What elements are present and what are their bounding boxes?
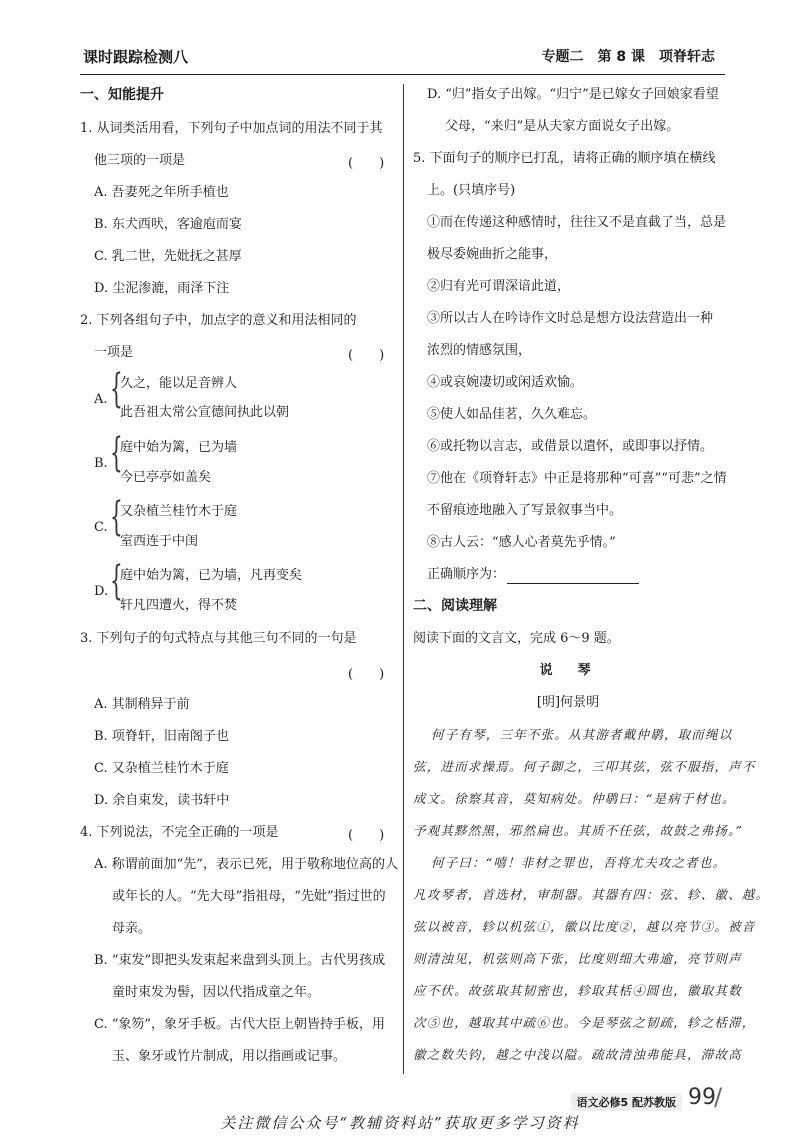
q5-sentence-3a: ③所以古人在吟诗作文时总是想方设法营造出一种 [427, 311, 714, 326]
q1-option-d: D. 尘泥渗漉，雨泽下注 [94, 281, 230, 296]
page-number: 99 [688, 1085, 716, 1110]
q2-stem-line1: 2. 下列各组句子中，加点字的意义和用法相同的 [80, 313, 357, 328]
brace-icon: { [110, 494, 123, 540]
q2-option-a-label: A. [94, 392, 108, 407]
q4-option-a-line1: A. 称谓前面加“先”，表示已死，用于敬称地位高的人 [94, 857, 398, 872]
q5-stem-line2: 上。(只填序号) [427, 183, 516, 198]
q5-stem-line1: 5. 下面句子的顺序已打乱，请将正确的顺序填在横线 [413, 151, 716, 166]
footer-watermark: 关注微信公众号“教辅资料站”获取更多学习资料 [220, 1114, 580, 1132]
q5-sentence-5: ⑤使人如品佳茗，久久难忘。 [427, 407, 597, 422]
page-number-slash: / [714, 1083, 723, 1111]
q3-option-a: A. 其制稍异于前 [94, 697, 190, 712]
q2-option-c-line2: 室西连于中闺 [120, 534, 199, 549]
passage-line: 次⑤也，越取其中疏⑥也。今是琴弦之韧疏，轸之栝滞， [413, 1015, 756, 1030]
q5-sentence-3b: 浓烈的情感氛围， [427, 343, 532, 358]
q2-option-a-line2: 此吾祖太常公宣德间执此以朝 [120, 405, 290, 420]
q4-option-c-line1: C. “象笏”，象牙手板。古代大臣上朝皆持手板，用 [94, 1017, 386, 1032]
header-left-title: 课时跟踪检测八 [83, 48, 189, 66]
q2-option-d-line2: 轩凡四遭火，得不焚 [120, 598, 238, 613]
q4-option-d-line1: D. “归”指女子出嫁。“归宁”是已嫁女子回娘家看望 [427, 87, 719, 102]
q4-option-b-line2: 童时束发为髻，因以代指成童之年。 [112, 985, 321, 1000]
q2-stem-line2: 一项是 [94, 345, 134, 360]
passage-line: 凡攻琴者，首选材，审制器。其器有四：弦、轸、徽、越。 [413, 887, 770, 902]
q1-stem-line2: 他三项的一项是 [94, 153, 186, 168]
q5-answer-blank[interactable] [507, 569, 639, 584]
passage-line: 弦以被音，轸以机弦①，徽以比度②，越以亮节③。被音 [413, 919, 756, 934]
q2-option-d-label: D. [94, 584, 109, 599]
q2-option-c-label: C. [94, 520, 108, 535]
q2-option-b-label: B. [94, 456, 108, 471]
q4-option-b-line1: B. “束发”即把头发束起来盘到头顶上。古代男孩成 [94, 953, 386, 968]
q4-option-d-line2: 父母，“来归”是从夫家方面说女子出嫁。 [445, 119, 680, 134]
q2-option-d-line1: 庭中始为篱，已为墙，凡再变矣 [120, 568, 303, 583]
q2-option-a-line1: 久之，能以足音辨人 [120, 376, 238, 391]
q5-sentence-7b: 不留痕迹地融入了写景叙事当中。 [427, 503, 623, 518]
footer-book-label: 语文必修5 配苏教版 [571, 1093, 682, 1111]
q4-option-a-line3: 母亲。 [112, 921, 152, 936]
q1-option-b: B. 东犬西吠，客逾庖而宴 [94, 217, 242, 232]
passage-author: [明]何景明 [536, 695, 600, 710]
q1-option-a: A. 吾妻死之年所手植也 [94, 185, 229, 200]
passage-line: 则清浊见，机弦则高下张，比度则细大弗逾，亮节则声 [413, 951, 742, 966]
q5-sentence-1b: 极尽委婉曲折之能事， [427, 247, 558, 262]
q3-option-c: C. 又杂植兰桂竹木于庭 [94, 761, 229, 776]
q5-sentence-8: ⑧古人云：“感人心者莫先乎情。” [427, 535, 616, 550]
q2-option-c-line1: 又杂植兰桂竹木于庭 [120, 504, 238, 519]
q1-option-c: C. 乳二世，先妣抚之甚厚 [94, 249, 242, 264]
section-heading-2: 二、阅读理解 [413, 598, 497, 614]
q2-option-b-line2: 今已亭亭如盖矣 [120, 470, 212, 485]
reading-intro: 阅读下面的文言文，完成 6～9 题。 [413, 631, 620, 646]
passage-line: 徽之数失钧，越之中浅以隘。疏故清浊弗能具，滞故高 [413, 1047, 742, 1062]
brace-icon: { [110, 430, 123, 476]
q1-answer-paren: ( ) [348, 156, 385, 171]
passage-line: 何子曰：“嘻！非材之罪也，吾将尤夫攻之者也。 [431, 855, 727, 870]
q5-sentence-4: ④或哀婉凄切或闲适欢愉。 [427, 375, 584, 390]
header-right-title: 专题二 第 8 课 项脊轩志 [541, 49, 715, 65]
q4-option-a-line2: 或年长的人。“先大母”指祖母，“先妣”指过世的 [112, 889, 386, 904]
q3-option-d: D. 余自束发，读书轩中 [94, 793, 230, 808]
q5-sentence-1a: ①而在传递这种感情时，往往又不是直截了当，总是 [427, 215, 727, 230]
q1-stem-line1: 1. 从词类活用看，下列句子中加点词的用法不同于其 [80, 121, 383, 136]
brace-icon: { [110, 366, 123, 412]
q4-answer-paren: ( ) [348, 828, 385, 843]
q5-answer-label: 正确顺序为： [427, 567, 506, 582]
q3-option-b: B. 项脊轩，旧南阁子也 [94, 729, 229, 744]
q5-answer-line [427, 566, 639, 584]
q5-sentence-7a: ⑦他在《项脊轩志》中正是将那种“可喜”“可悲”之情 [427, 471, 727, 486]
passage-line: 应不伏。故弦取其韧密也，轸取其栝④圆也，徽取其数 [413, 983, 742, 998]
q3-stem-line1: 3. 下列句子的句式特点与其他三句不同的一句是 [80, 631, 357, 646]
passage-line: 弦，进而求操焉。何子御之，三叩其弦，弦不服指，声不 [413, 759, 756, 774]
q2-answer-paren: ( ) [348, 348, 385, 363]
q4-stem-line1: 4. 下列说法，不完全正确的一项是 [80, 825, 279, 840]
q3-answer-paren: ( ) [348, 667, 385, 682]
passage-line: 予观其黟然黑，邪然扁也。其质不任弦，故鼓之弗扬。” [413, 823, 744, 838]
q5-sentence-2: ②归有光可谓深谙此道， [427, 279, 571, 294]
passage-title: 说 琴 [539, 663, 597, 678]
brace-icon: { [110, 558, 123, 604]
passage-line: 何子有琴，三年不张。从其游者戴仲鹖，取而绳以 [431, 727, 733, 742]
header-rule [80, 74, 725, 75]
q2-option-b-line1: 庭中始为篱，已为墙 [120, 440, 238, 455]
column-divider [403, 84, 404, 1074]
q5-sentence-6: ⑥或托物以言志，或借景以遣怀，或即事以抒情。 [427, 439, 714, 454]
passage-line: 成文。徐察其音，莫知病处。仲鹖曰：“是病于材也。 [413, 791, 736, 806]
section-heading-1: 一、知能提升 [80, 87, 164, 103]
q4-option-c-line2: 玉、象牙或竹片制成，用以指画或记事。 [112, 1049, 347, 1064]
